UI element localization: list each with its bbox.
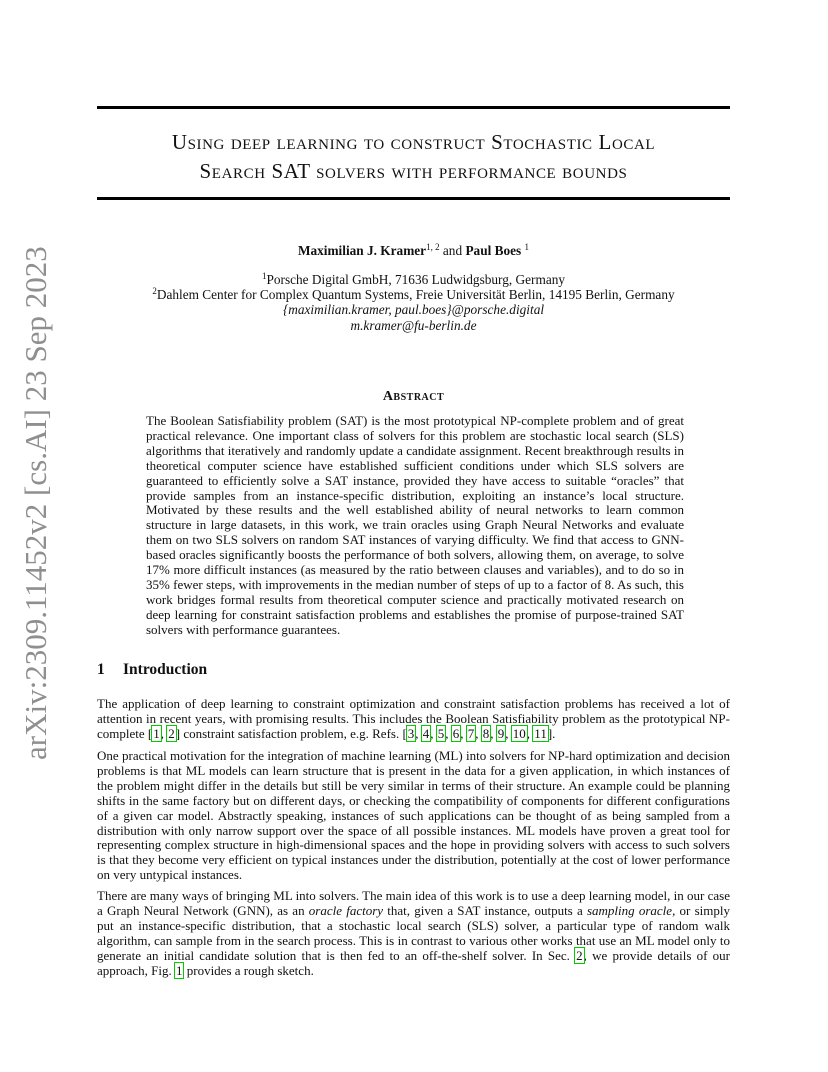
citation-link[interactable]: 11 (534, 725, 547, 741)
section-title: Introduction (123, 661, 208, 678)
author-name: Maximilian J. Kramer (297, 243, 427, 258)
affiliation-text: Dahlem Center for Complex Quantum Systems, Freie Universität Berlin, 14195 Berlin, Germany (156, 287, 675, 303)
author-list (97, 243, 730, 259)
abstract-heading: Abstract (382, 389, 445, 404)
citation-link[interactable]: 10 (512, 725, 526, 741)
paragraph-text: that, given a SAT instance, outputs a (383, 902, 587, 918)
author-connector: and (439, 243, 466, 258)
affiliations (97, 272, 730, 333)
citation-link[interactable]: 6 (452, 725, 460, 741)
citation-link[interactable]: 5 (437, 725, 445, 741)
section-link[interactable]: 2 (576, 947, 583, 963)
paragraph-text: There are many ways of bringing ML into solvers. The main idea of this work is to use a deep learning model, in our case a Graph Neural Network (GNN), as an (97, 888, 730, 918)
section-number: 1 (97, 661, 105, 678)
affiliation-sup: 1 (261, 271, 267, 281)
emphasis-text: oracle factory (308, 902, 384, 918)
paragraph-text: , or simply put an instance-specific distribution, that a stochastic local search (SLS) solver, a particular type of random walk algorithm, can sample from in the search process. This is in contrast to various other works that use an ML model only to generate an initial candidate solution that is then fed to an off-the-shelf solver. In Sec. (97, 902, 730, 963)
paragraph-2: One practical motivation for the integration of machine learning (ML) into solvers for NP-hard optimization and decision problems is that ML models can learn structure that is present in the data for a given application, in which instances of the problem might differ in the details but still be very similar in terms of their structure. An example could be planning shifts in the same factory but on different days, or checking the compatibility of components for different configurations of a given car model. Abstractly speaking, instances of such applications can be thought of as being sampled from a distribution with only narrow support over the space of all possible instances. ML models have proven a great tool for representing complex structure in high-dimensional spaces and the hope in providing solvers with access to such solvers is that they become very efficient on typical instances under the distribution, potentially at the cost of lower performance on very untypical instances. (97, 748, 730, 883)
arxiv-identifier: arXiv:2309.11452v2 [cs.AI] 23 Sep 2023 (18, 246, 53, 760)
affiliation-sup: 2 (152, 286, 157, 297)
paragraph-3 (97, 889, 730, 978)
author-name: Paul Boes (465, 243, 522, 258)
affiliation-1 (97, 272, 730, 287)
title-line-1: Using deep learning to construct Stochastic Local (171, 130, 656, 154)
paragraph-text: provides a rough sketch. (183, 962, 314, 978)
email-line-2: m.kramer@fu-berlin.de (350, 317, 477, 333)
citation-link[interactable]: 2 (168, 725, 175, 741)
paragraph-text: , we provide details of our approach, Fig. (97, 947, 731, 978)
affiliation-text: Porsche Digital GmbH, 71636 Ludwidgsburg, Germany (266, 272, 566, 287)
citation-link[interactable]: 3 (407, 725, 415, 741)
paragraph-text: The application of deep learning to constraint optimization and constraint satisfaction problems has received a lot of attention in recent years, with promising results. This includes the Boolean Satisfiability problem as the prototypical NP-complete [ (97, 696, 730, 741)
section-heading (97, 661, 207, 679)
affiliation-2 (97, 287, 730, 302)
citation-link[interactable]: 9 (497, 725, 505, 741)
title-rule-top (97, 106, 730, 109)
citation-link[interactable]: 4 (422, 725, 430, 741)
title-line-2: Search SAT solvers with performance bounds (199, 159, 628, 183)
paragraph-text: ]. (547, 725, 556, 741)
email-line-1: {maximilian.kramer, paul.boes}@porsche.digital (282, 302, 545, 318)
emphasis-text: sampling oracle (586, 902, 673, 918)
paper-title (97, 128, 730, 186)
citation-link[interactable]: 8 (482, 725, 490, 741)
paragraph-1: The application of deep learning to constraint optimization and constraint satisfaction problems has received a lot of attention in recent years, with promising results. This includes the Boolean Satisfiability problem as the prototypical NP-complete [1, 2] constraint satisfaction problem, e.g. Refs. [3, 4, 5, 6, 7, 8, 9, 10, 11]. (97, 696, 730, 741)
author-affil-sup: 1 (524, 242, 530, 252)
paragraph-text: ] constraint satisfaction problem, e.g. Refs. [ (175, 725, 407, 741)
title-rule-bottom (97, 197, 730, 200)
abstract-text: The Boolean Satisfiability problem (SAT) is the most prototypical NP-complete problem and of great practical relevance. One important class of solvers for this problem are stochastic local search (SLS) algorithms that iteratively and randomly update a candidate assignment. Recent breakthrough results in theoretical computer science have established sufficient conditions under which SLS solvers are guaranteed to efficiently solve a SAT instance, provided they have access to suitable “oracles” that provide samples from an instance-specific distribution, exploiting an instance’s local structure. Motivated by these results and the well established ability of neural networks to learn common structure in large datasets, in this work, we train oracles using Graph Neural Networks and evaluate them on two SLS solvers on random SAT instances of varying difficulty. We find that access to GNN-based oracles significantly boosts the performance of both solvers, allowing them, on average, to solve 17% more difficult instances (as measured by the ratio between clauses and variables), and to do so in 35% fewer steps, with improvements in the median number of steps of up to a factor of 8. As such, this work bridges formal results from theoretical computer science and practically motivated research on deep learning for constraint satisfaction problems and establishes the promise of purpose-trained SAT solvers with performance guarantees. (146, 413, 684, 637)
citation-link[interactable]: 1 (153, 725, 160, 741)
citation-link[interactable]: 7 (467, 725, 475, 741)
figure-link[interactable]: 1 (175, 962, 183, 978)
author-affil-sup: 1, 2 (426, 242, 440, 252)
